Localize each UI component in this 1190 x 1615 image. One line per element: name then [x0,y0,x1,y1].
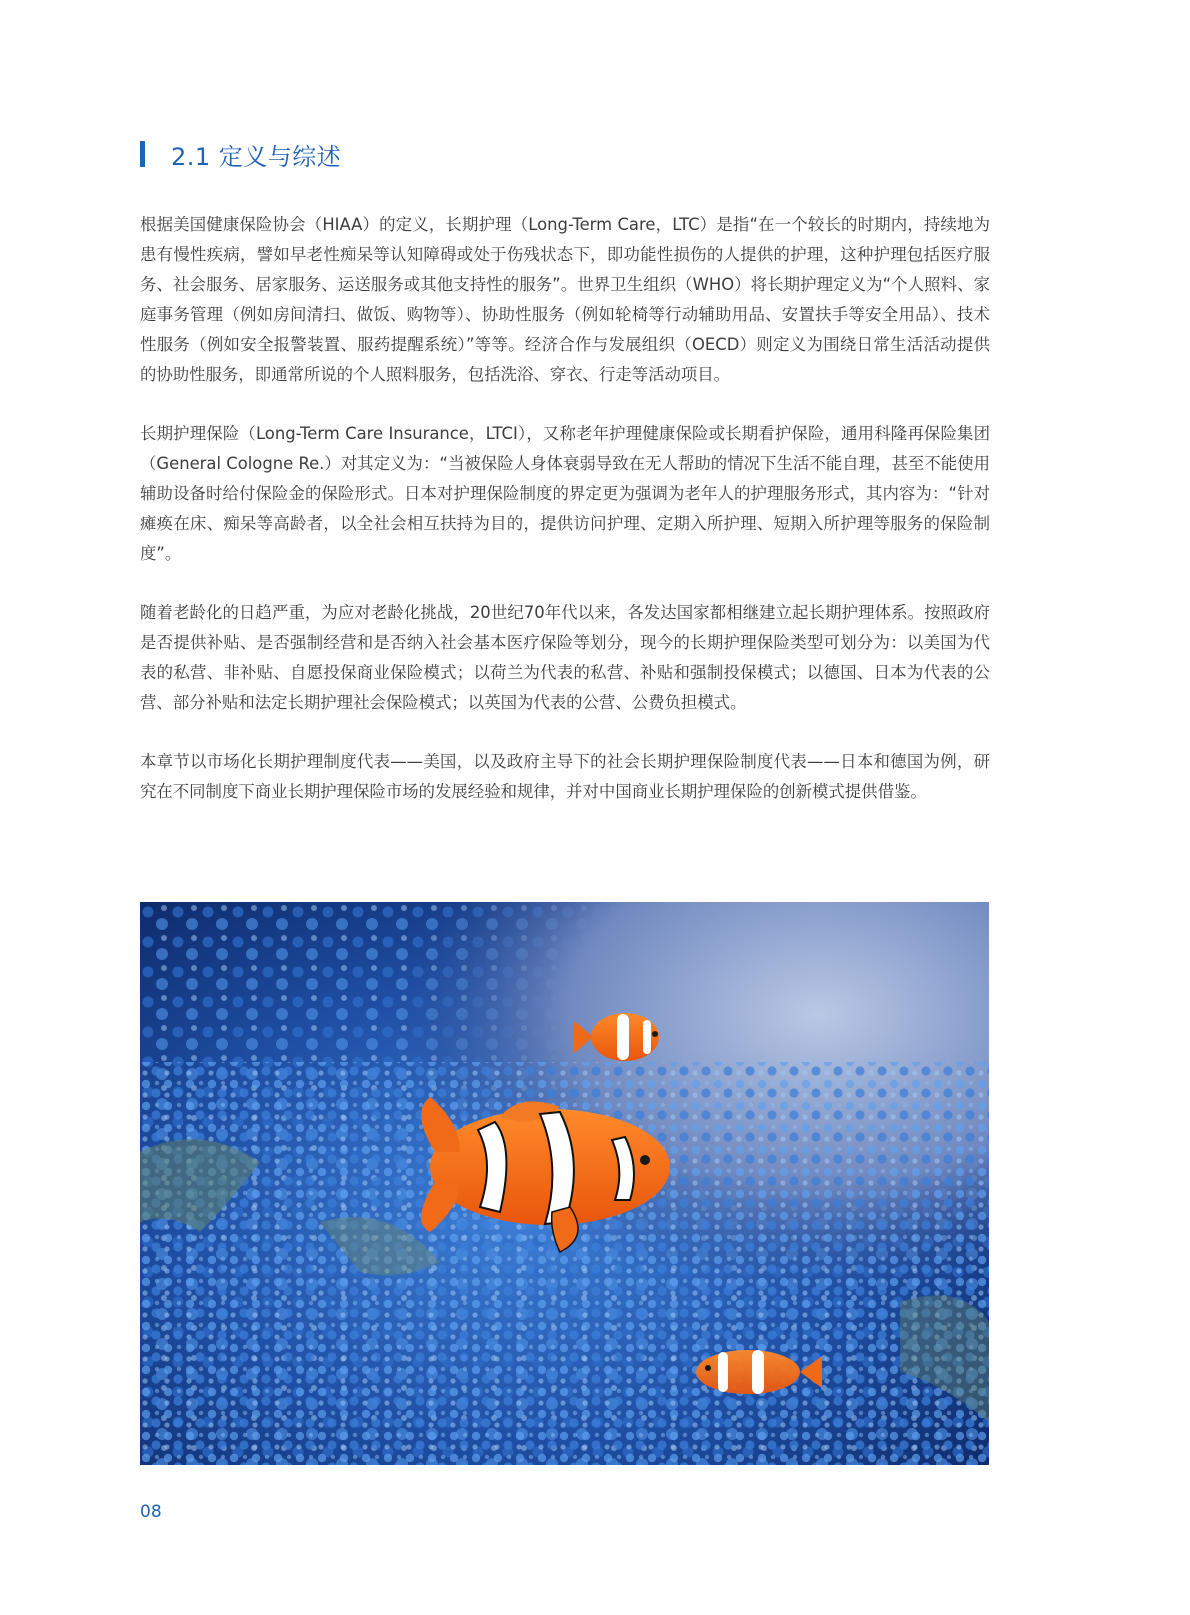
page-number: 08 [140,1502,162,1522]
section-heading [140,137,341,171]
section-title: 2.1 定义与综述 [171,142,342,171]
paragraph-2: 长期护理保险（Long-Term Care Insurance，LTCI），又称老年护理健康保险或长期看护保险，通用科隆再保险集团（General Cologne Re.）对其定义为：“当被保险人身体衰弱导致在无人帮助的情况下生活不能自理，甚至不能使用辅助设备时给付保险金的保险形式。日本对护理保险制度的界定更为强调为老年人的护理服务形式，其内容为：“针对瘫痪在床、痴呆等高龄者，以全社会相互扶持为目的，提供访问护理、定期入所护理、短期入所护理等服务的保险制度”。 [140,424,990,563]
heading-accent-bar [140,141,145,167]
paragraph-1: 根据美国健康保险协会（HIAA）的定义，长期护理（Long-Term Care，LTC）是指“在一个较长的时期内，持续地为患有慢性疾病，譬如早老性痴呆等认知障碍或处于伤残状态下，即功能性损伤的人提供的护理，这种护理包括医疗服务、社会服务、居家服务、运送服务或其他支持性的服务”。世界卫生组织（WHO）将长期护理定义为“个人照料、家庭事务管理（例如房间清扫、做饭、购物等）、协助性服务（例如轮椅等行动辅助用品、安置扶手等安全用品）、技术性服务（例如安全报警装置、服药提醒系统）”等等。经济合作与发展组织（OECD）则定义为围绕日常生活活动提供的协助性服务，即通常所说的个人照料服务，包括洗浴、穿衣、行走等活动项目。 [140,215,990,384]
paragraph-3: 随着老龄化的日趋严重，为应对老龄化挑战，20世纪70年代以来，各发达国家都相继建立起长期护理体系。按照政府是否提供补贴、是否强制经营和是否纳入社会基本医疗保险等划分，现今的长期护理保险类型可划分为：以美国为代表的私营、非补贴、自愿投保商业保险模式；以荷兰为代表的私营、补贴和强制投保模式；以德国、日本为代表的公营、部分补贴和法定长期护理社会保险模式；以英国为代表的公营、公费负担模式。 [140,603,990,712]
paragraph-4: 本章节以市场化长期护理制度代表——美国，以及政府主导下的社会长期护理保险制度代表——日本和德国为例，研究在不同制度下商业长期护理保险市场的发展经验和规律，并对中国商业长期护理保险的创新模式提供借鉴。 [140,752,990,801]
photo-illustration [140,902,989,1465]
clownfish-anemone-photo [140,902,989,1465]
body-text [140,210,990,836]
